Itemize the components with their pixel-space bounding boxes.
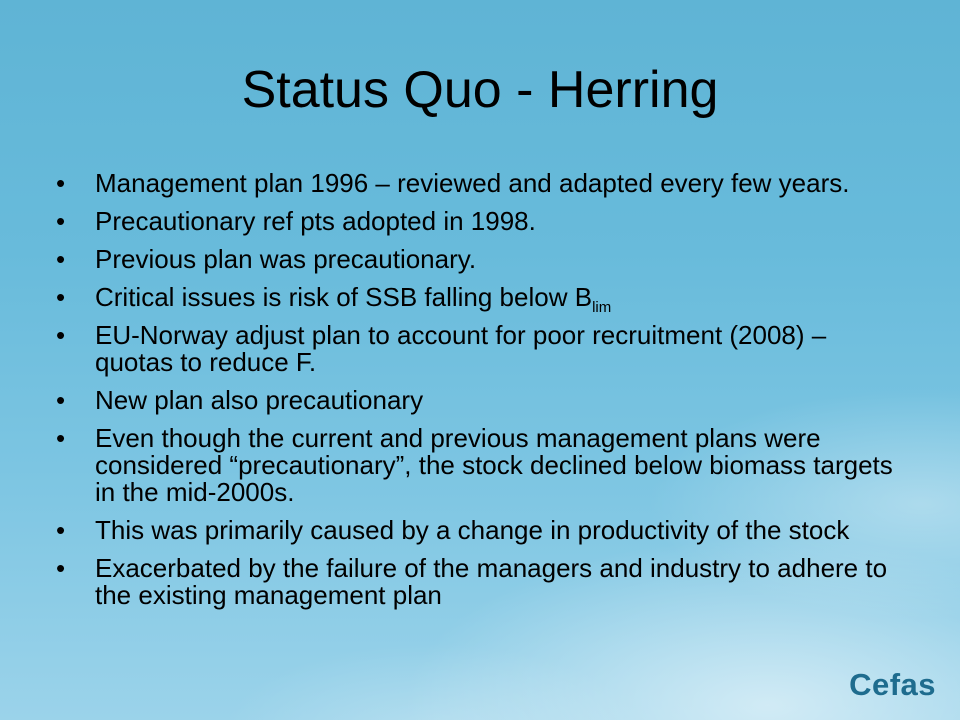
bullet-marker: •	[56, 168, 66, 198]
bullet-marker: •	[56, 320, 66, 350]
bullet-text: EU-Norway adjust plan to account for poor recruitment (2008) – quotas to reduce F.	[95, 320, 827, 377]
bullet-list	[56, 170, 906, 620]
bullet-text-with-subscript	[95, 282, 612, 316]
bullet-text: Critical issues is risk of SSB falling below B	[95, 282, 593, 312]
bullet-text: New plan also precautionary	[95, 385, 424, 415]
bullet-text: Precautionary ref pts adopted in 1998.	[95, 206, 536, 236]
bullet-item-4	[56, 282, 906, 316]
cefas-logo: Cefas	[849, 667, 936, 702]
bullet-marker: •	[56, 515, 66, 545]
bullet-marker: •	[56, 385, 66, 415]
bullet-item-3	[56, 246, 906, 273]
bullet-text: Management plan 1996 – reviewed and adapted every few years.	[95, 168, 850, 198]
bullet-text: Even though the current and previous management plans were considered “precautionary”, the stock declined below biomass targets in the mid-2000s.	[95, 423, 893, 507]
bullet-marker: •	[56, 244, 66, 274]
bullet-marker: •	[56, 206, 66, 236]
bullet-text: This was primarily caused by a change in productivity of the stock	[95, 515, 850, 545]
bullet-item-8	[56, 517, 906, 544]
bullet-item-6	[56, 387, 906, 414]
bullet-marker: •	[56, 282, 66, 312]
bullet-item-9	[56, 555, 906, 609]
bullet-text: Exacerbated by the failure of the managers and industry to adhere to the existing management plan	[95, 553, 888, 610]
bullet-text: Previous plan was precautionary.	[95, 244, 477, 274]
bullet-item-2	[56, 208, 906, 235]
slide-title: Status Quo - Herring	[241, 61, 719, 119]
subscript-lim: lim	[592, 299, 612, 316]
bullet-marker: •	[56, 553, 66, 583]
bullet-item-1	[56, 170, 906, 197]
bullet-marker: •	[56, 423, 66, 453]
bullet-item-5	[56, 322, 906, 376]
bullet-item-7	[56, 425, 906, 506]
